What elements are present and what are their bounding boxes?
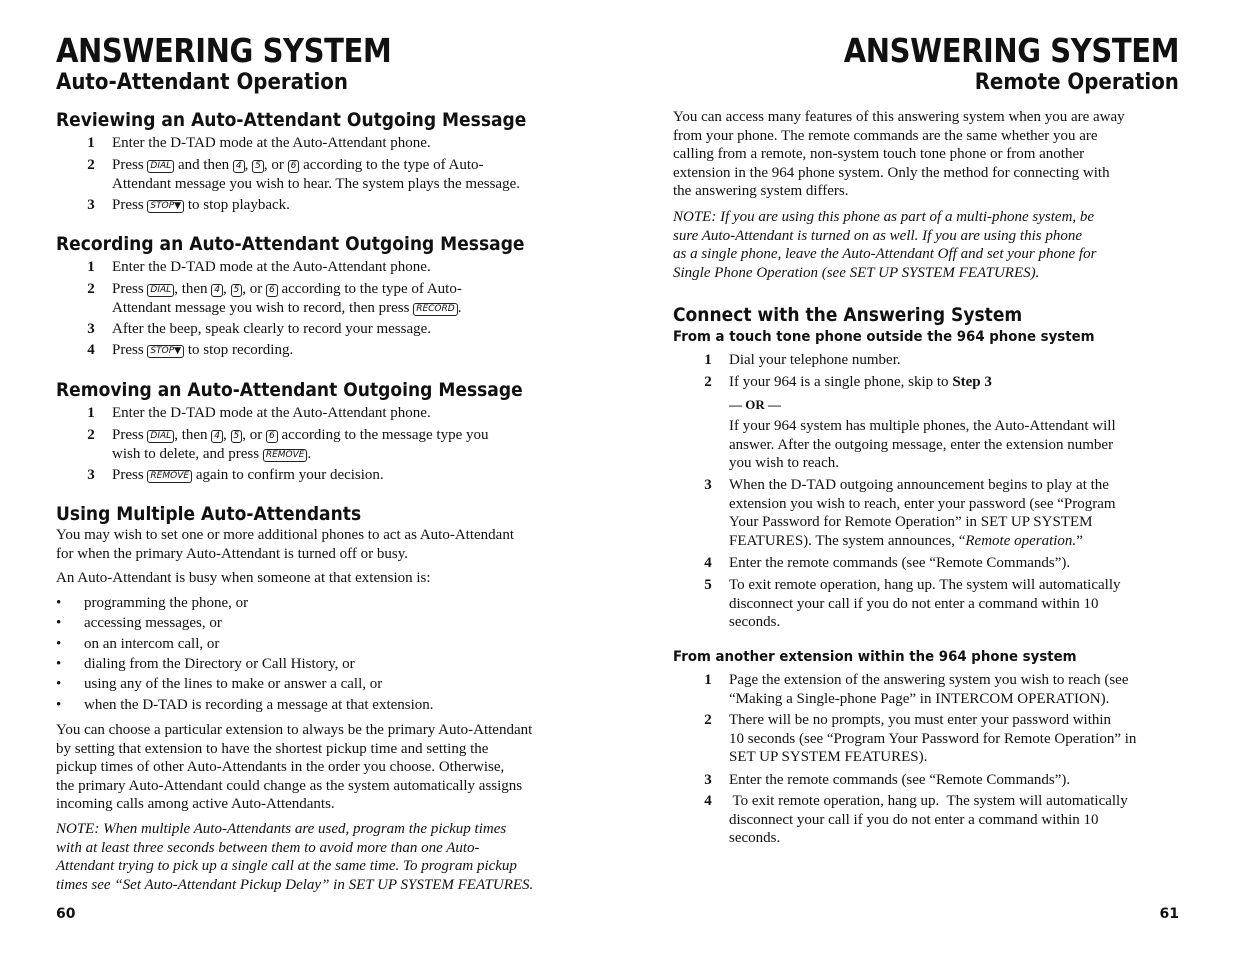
key-5-icon: 5 bbox=[231, 430, 243, 443]
left-page: ANSWERING SYSTEM Auto-Attendant Operation Reviewing an Auto-Attendant Outgoing Message 1 Enter the D-TAD mode at the Auto-Attendant phone. 2 Press DIAL and then 4 , 5 , or 6 according to the type of Auto- Attendant message you wish to hear. The system plays the message. 3 Press STOP▼ to stop playback. Recording an Auto-Attendant Outgoing Message 1 Enter the D-TAD mode at the Auto-Attendant phone. 2 Press DIAL , then 4 , 5 , or 6 according to the type of Auto- Attendant message you wish to record, then press RECORD . 3 After the beep, speak clearly to record your message. 4 Press STOP▼ to stop recording. Removing an Auto-Attendant Outgoing Message 1 Enter the D-TAD mode at the Auto-Attendant phone. 2 Press DIAL , then 4 , 5 , or 6 according to the message type you wish to delete, and press REMOVE . 3 Press REMOVE again to confirm your decision. Using Multiple Auto-Attendants You may wish to set one or more additional phones to act as Auto-Attendant for when the primary Auto-Attendant is turned off or busy. An Auto-Attendant is busy when someone at that extension is: • programming the phone, or • accessing messages, or • on an intercom call, or • dialing from the Directory or Call History, or • using any of the lines to make or answer a call, or • when the D-TAD is recording a message at that extension. You can choose a particular extension to always be the primary Auto-Attendant by setting that extension to have the shortest pickup time and setting the pickup times of other Auto-Attendants in the order you choose. Otherwise, the primary Auto-Attendant could change as the system automatically assigns incoming calls among active Auto-Attendants. NOTE: When multiple Auto-Attendants are used, program the pickup times with at least three seconds between them to avoid more than one Auto- Attendant trying to pick up a single call at the same time. To program pickup times see “Set Auto-Attendant Pickup Delay” in SET UP SYSTEM FEATURES. 60 bbox=[56, 31, 534, 922]
page-subtitle: Remote Operation bbox=[974, 70, 1179, 95]
key-5-icon: 5 bbox=[231, 284, 243, 297]
stop-key-icon: STOP▼ bbox=[147, 345, 184, 358]
intro-paragraph: You can access many features of this answering system when you are away from your phone. The remote commands are the same whether you are calling from a remote, non-system touch tone phone or from another extension in the 964 phone system. Only the method for connecting with the answering system differs. bbox=[673, 109, 1125, 199]
section-heading-reviewing: Reviewing an Auto-Attendant Outgoing Message bbox=[56, 109, 527, 131]
paragraph: An Auto-Attendant is busy when someone at that extension is: bbox=[56, 570, 431, 586]
or-separator: — OR — bbox=[729, 397, 781, 412]
page-number: 61 bbox=[1159, 906, 1179, 922]
dial-key-icon: DIAL bbox=[147, 160, 174, 173]
key-4-icon: 4 bbox=[211, 284, 223, 297]
key-4-icon: 4 bbox=[233, 160, 245, 173]
key-6-icon: 6 bbox=[266, 430, 278, 443]
right-page: ANSWERING SYSTEM Remote Operation You can access many features of this answering system when you are away from your phone. The remote commands are the same whether you are calling from a remote, non-system touch tone phone or from another extension in the 964 phone system. Only the method for connecting with the answering system differs. NOTE: If you are using this phone as part of a multi-phone system, be sure Auto-Attendant is turned on as well. If you are using this phone as a single phone, leave the Auto-Attendant Off and set your phone for Single Phone Operation (see SET UP SYSTEM FEATURES). Connect with the Answering System From a touch tone phone outside the 964 phone system 1 Dial your telephone number. 2 If your 964 is a single phone, skip to Step 3 — OR — If your 964 system has multiple phones, the Auto-Attendant will answer. After the outgoing message, enter the extension number you wish to reach. 3 When the D-TAD outgoing announcement begins to play at the extension you wish to reach, enter your password (see “Program Your Password for Remote Operation” in SET UP SYSTEM FEATURES). The system announces, “Remote operation.” 4 Enter the remote commands (see “Remote Commands”). 5 To exit remote operation, hang up. The system will automatically disconnect your call if you do not enter a command within 10 seconds. From another extension within the 964 phone system 1 Page the extension of the answering system you wish to reach (see “Making a Single-phone Page” in INTERCOM OPERATION). 2 There will be no prompts, you must enter your password within 10 seconds (see “Program Your Password for Remote Operation” in SET UP SYSTEM FEATURES). 3 Enter the remote commands (see “Remote Commands”). 4 To exit remote operation, hang up. The system will automatically disconnect your call if you do not enter a command within 10 seconds. 61 bbox=[673, 31, 1179, 922]
page-subtitle: Auto-Attendant Operation bbox=[56, 70, 348, 95]
record-key-icon: RECORD bbox=[413, 303, 458, 316]
section-heading-multiple: Using Multiple Auto-Attendants bbox=[56, 503, 362, 525]
section-heading-removing: Removing an Auto-Attendant Outgoing Message bbox=[56, 379, 523, 401]
page-title: ANSWERING SYSTEM bbox=[843, 31, 1179, 70]
key-6-icon: 6 bbox=[288, 160, 300, 173]
subheading-inside: From another extension within the 964 phone system bbox=[673, 649, 1077, 665]
paragraph: You can choose a particular extension to always be the primary Auto-Attendant by setting that extension to have the shortest pickup time and setting the pickup times of other Auto-Attendants in the order you choose. Otherwise, the primary Auto-Attendant could change as the system automatically assigns incoming calls among active Auto-Attendants. bbox=[56, 722, 533, 812]
section-heading-recording: Recording an Auto-Attendant Outgoing Message bbox=[56, 233, 525, 255]
subheading-outside: From a touch tone phone outside the 964 phone system bbox=[673, 329, 1095, 345]
note: NOTE: When multiple Auto-Attendants are used, program the pickup times with at least three seconds between them to avoid more than one Auto- Attendant trying to pick up a single call at the same time. To program pickup times see “Set Auto-Attendant Pickup Delay” in SET UP SYSTEM FEATURES. bbox=[56, 821, 534, 893]
key-5-icon: 5 bbox=[252, 160, 264, 173]
step-2-continued: If your 964 system has multiple phones, the Auto-Attendant will answer. After the outgoing message, enter the extension number you wish to reach. bbox=[729, 418, 1116, 471]
paragraph: You may wish to set one or more additional phones to act as Auto-Attendant for when the primary Auto-Attendant is turned off or busy. bbox=[56, 527, 514, 562]
remove-key-icon: REMOVE bbox=[147, 470, 192, 483]
remove-key-icon: REMOVE bbox=[263, 449, 308, 462]
page-title: ANSWERING SYSTEM bbox=[56, 31, 392, 70]
page-number: 60 bbox=[56, 906, 76, 922]
key-4-icon: 4 bbox=[211, 430, 223, 443]
key-6-icon: 6 bbox=[266, 284, 278, 297]
dial-key-icon: DIAL bbox=[147, 284, 174, 297]
section-heading-connect: Connect with the Answering System bbox=[673, 304, 1023, 326]
dial-key-icon: DIAL bbox=[147, 430, 174, 443]
note: NOTE: If you are using this phone as part of a multi-phone system, be sure Auto-Attendant is turned on as well. If you are using this phone as a single phone, leave the Auto-Attendant Off and set your phone for Single Phone Operation (see SET UP SYSTEM FEATURES). bbox=[673, 209, 1097, 281]
stop-key-icon: STOP▼ bbox=[147, 200, 184, 213]
